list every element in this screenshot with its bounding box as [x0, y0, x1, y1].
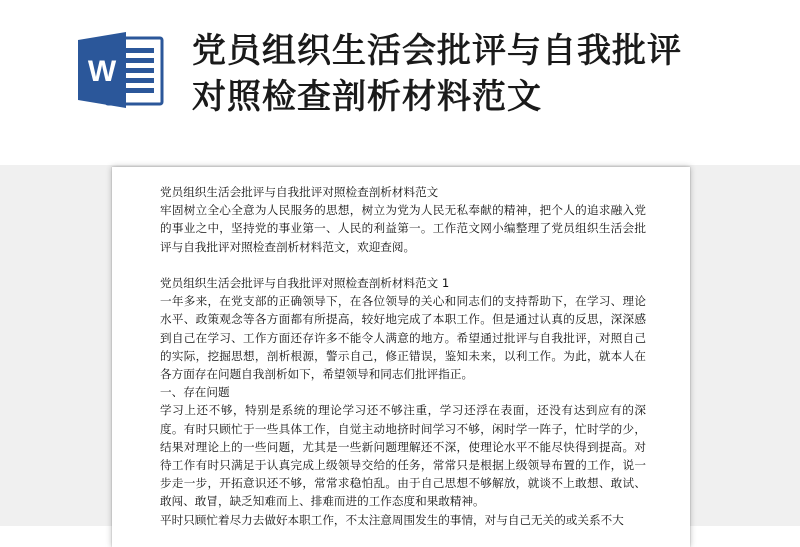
document-body [160, 183, 646, 529]
paragraph-2: 学习上还不够，特别是系统的理论学习还不够注重，学习还浮在表面，还没有达到应有的深度。有时只顾忙于一些具体工作，自觉主动地挤时间学习不够，闲时学一阵子，忙时学的少，结果对理论上的一些问题，尤其是一些新问题理解还不深，使理论水平不能尽快得到提高。对待工作有时只满足于认真完成上级领导交给的任务，常常只是根据上级领导布置的工作，说一步走一步，开拓意识还不够，常常求稳怕乱。由于自己思想不够解放，就谈不上敢想、敢试、敢闯、敢冒，缺乏知难而上、排难而进的工作态度和果敢精神。 [160, 403, 646, 509]
paragraph-gap [160, 256, 646, 274]
page-title [192, 28, 782, 120]
section-title: 党员组织生活会批评与自我批评对照检查剖析材料范文 1 [160, 276, 450, 290]
title-line-2: 对照检查剖析材料范文 [192, 77, 542, 117]
paragraph-1: 一年多来，在党支部的正确领导下，在各位领导的关心和同志们的支持帮助下，在学习、理论水平、政策观念等各方面都有所提高，较好地完成了本职工作。但是通过认真的反思，深深感到自己在学习、工作方面还存许多不能令人满意的地方。希望通过批评与自我批评，对照自己的实际，挖掘思想，剖析根源，警示自己，修正错误，鉴知未来，以利工作。为此，就本人在各方面存在问题自我剖析如下，希望领导和同志们批评指正。 [160, 294, 646, 382]
word-document-icon [76, 30, 164, 110]
logo-letter: W [87, 55, 117, 88]
subheading: 一、存在问题 [160, 385, 230, 400]
intro-paragraph: 牢固树立全心全意为人民服务的思想，树立为党为人民无私奉献的精神，把个人的追求融入党的事业之中，坚持党的事业第一、人民的利益第一。工作范文网小编整理了党员组织生活会批评与自我批评对照检查剖析材料范文，欢迎查阅。 [160, 203, 646, 254]
document-heading: 党员组织生活会批评与自我批评对照检查剖析材料范文 [160, 185, 439, 199]
header [0, 0, 800, 165]
title-line-1: 党员组织生活会批评与自我批评 [192, 31, 682, 71]
paragraph-3: 平时只顾忙着尽力去做好本职工作，不太注意周围发生的事情，对与自己无关的或关系不大 [160, 512, 624, 527]
